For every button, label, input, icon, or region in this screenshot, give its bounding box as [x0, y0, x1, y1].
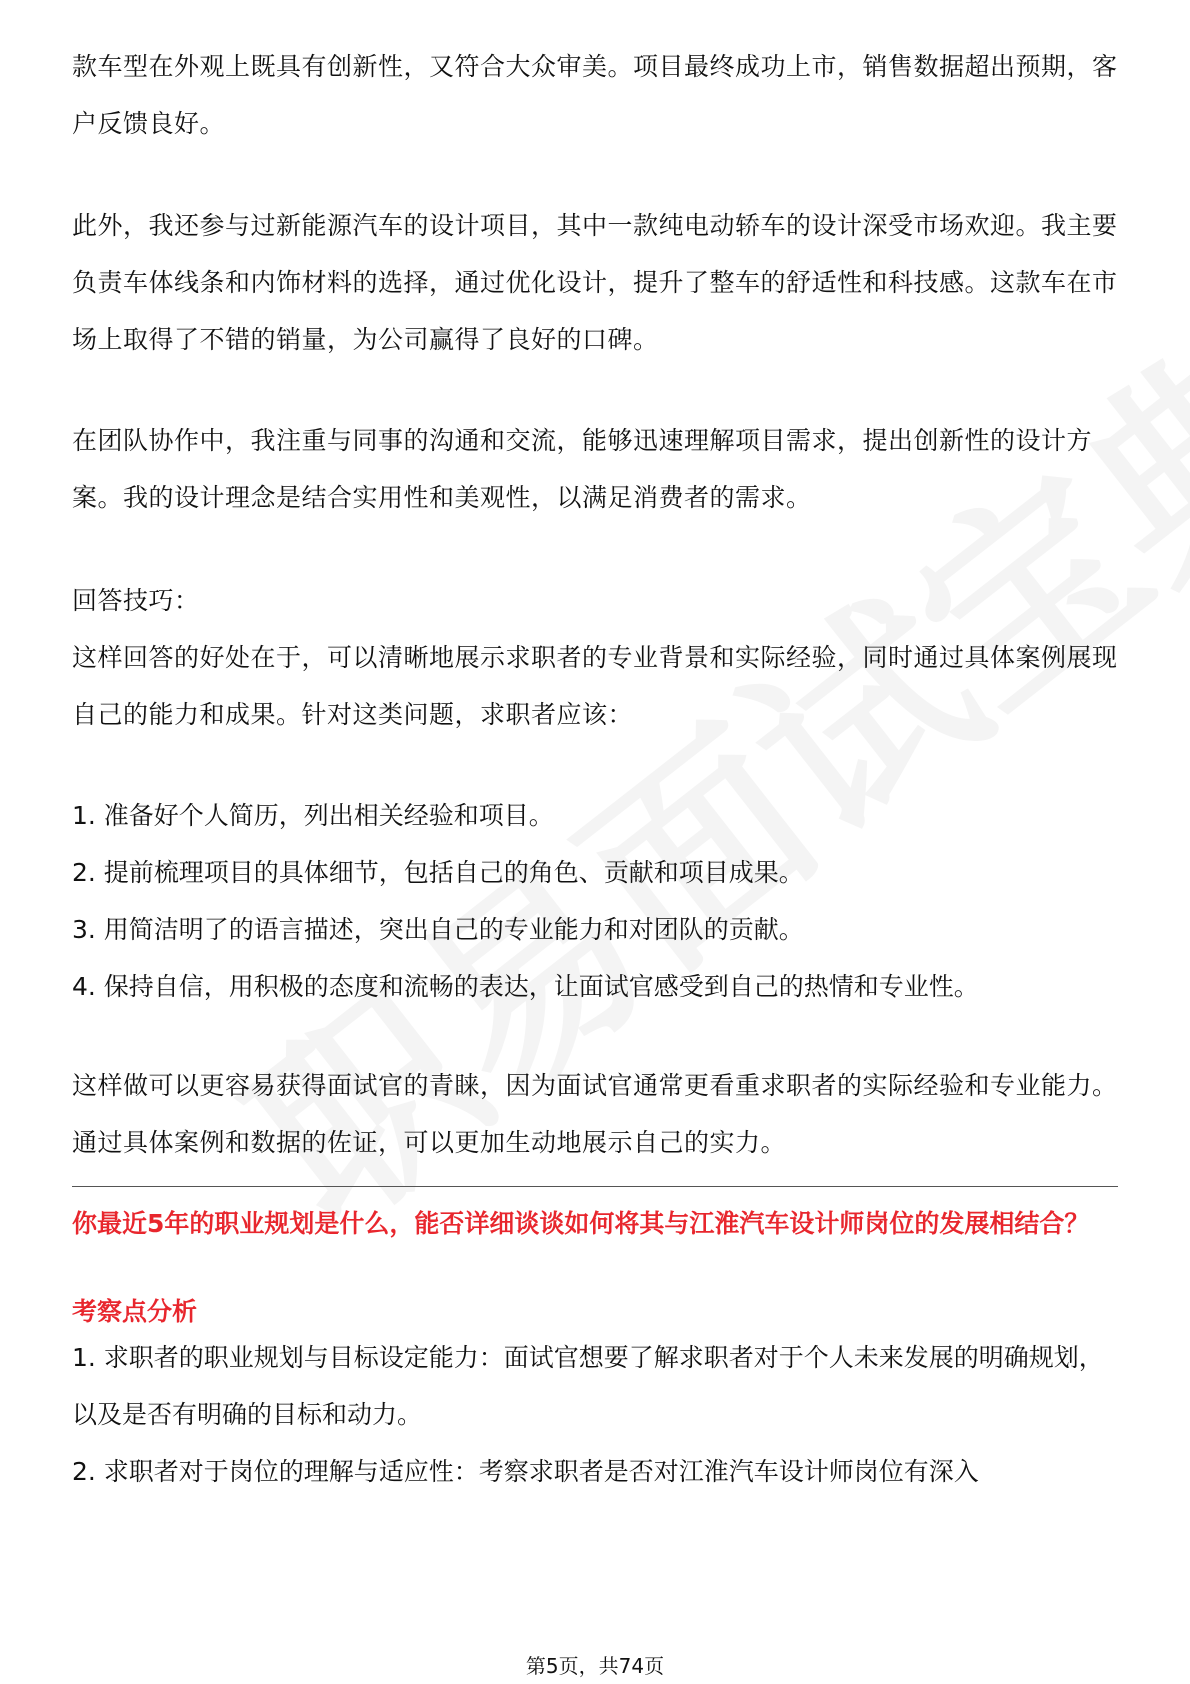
question-block — [72, 1204, 1118, 1244]
list-item: 2. 求职者对于岗位的理解与适应性：考察求职者是否对江淮汽车设计师岗位有深入 — [72, 1457, 979, 1486]
page-footer: 第5页，共74页 — [525, 1654, 665, 1678]
question-heading: 你最近5年的职业规划是什么，能否详细谈谈如何将其与江淮汽车设计师岗位的发展相结合？ — [72, 1209, 1090, 1238]
paragraph-1-block — [72, 38, 1118, 152]
list-item: 1. 准备好个人简历，列出相关经验和项目。 — [72, 801, 554, 830]
list-item: 2. 提前梳理项目的具体细节，包括自己的角色、贡献和项目成果。 — [72, 858, 804, 887]
tips-label: 回答技巧： — [72, 586, 200, 615]
tips-list — [72, 787, 1118, 1015]
list-item: 3. 用简洁明了的语言描述，突出自己的专业能力和对团队的贡献。 — [72, 915, 804, 944]
analysis-block — [72, 1292, 1118, 1332]
paragraph-1: 款车型在外观上既具有创新性，又符合大众审美。项目最终成功上市，销售数据超出预期，客户反馈良好。 — [72, 52, 1118, 138]
section-divider — [72, 1186, 1118, 1187]
tips-block — [72, 572, 1118, 743]
list-item: 1. 求职者的职业规划与目标设定能力：面试官想要了解求职者对于个人未来发展的明确规划，以及是否有明确的目标和动力。 — [72, 1343, 1104, 1429]
paragraph-4: 这样回答的好处在于，可以清晰地展示求职者的专业背景和实际经验，同时通过具体案例展现自己的能力和成果。针对这类问题，求职者应该： — [72, 643, 1118, 729]
paragraph-3-block — [72, 412, 1118, 526]
list-item: 4. 保持自信，用积极的态度和流畅的表达，让面试官感受到自己的热情和专业性。 — [72, 972, 979, 1001]
paragraph-2-block — [72, 197, 1118, 368]
analysis-heading: 考察点分析 — [72, 1297, 198, 1326]
paragraph-5: 这样做可以更容易获得面试官的青睐，因为面试官通常更看重求职者的实际经验和专业能力。通过具体案例和数据的佐证，可以更加生动地展示自己的实力。 — [72, 1071, 1118, 1157]
analysis-list — [72, 1329, 1118, 1500]
paragraph-5-block — [72, 1057, 1118, 1171]
paragraph-2: 此外，我还参与过新能源汽车的设计项目，其中一款纯电动轿车的设计深受市场欢迎。我主要负责车体线条和内饰材料的选择，通过优化设计，提升了整车的舒适性和科技感。这款车在市场上取得了不错的销量，为公司赢得了良好的口碑。 — [72, 211, 1118, 354]
paragraph-3: 在团队协作中，我注重与同事的沟通和交流，能够迅速理解项目需求，提出创新性的设计方案。我的设计理念是结合实用性和美观性，以满足消费者的需求。 — [72, 426, 1093, 512]
